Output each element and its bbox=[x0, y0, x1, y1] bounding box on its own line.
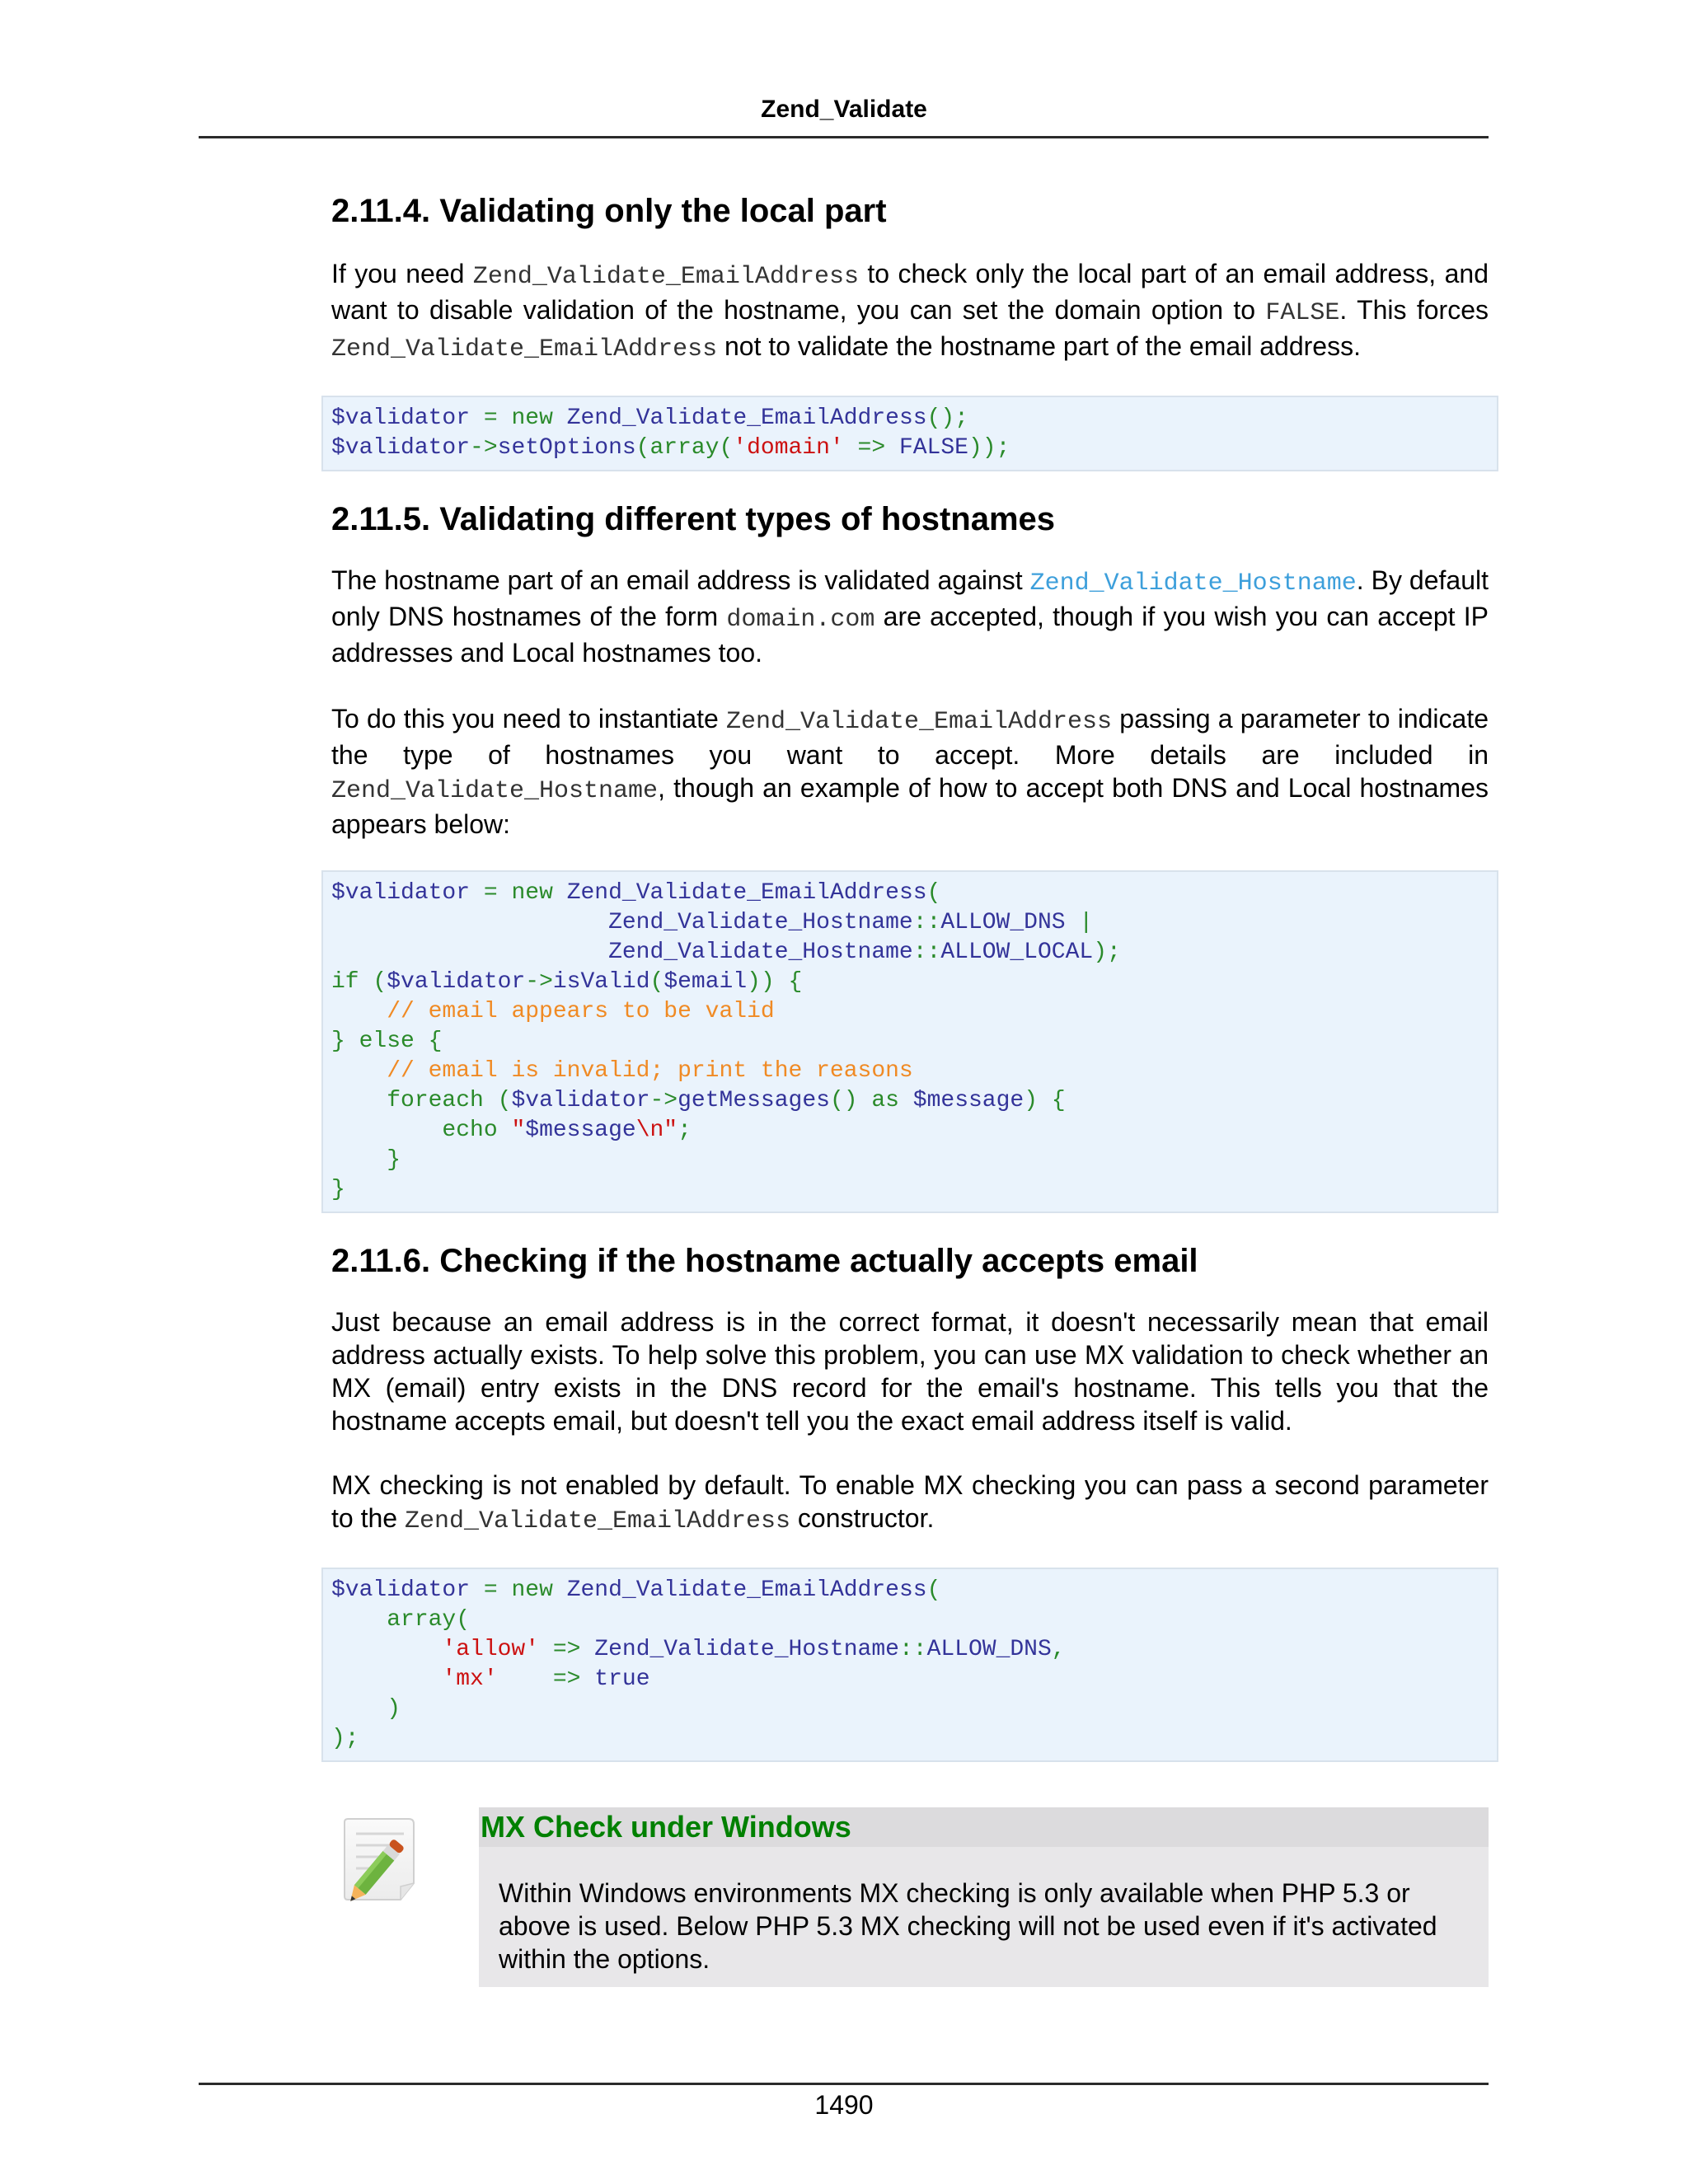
paragraph bbox=[331, 1469, 1489, 1538]
text: , though an example of how to accept both DNS and Local hostnames appears below: bbox=[331, 773, 1489, 839]
note-title: MX Check under Windows bbox=[479, 1807, 1489, 1847]
inline-code: FALSE bbox=[1265, 299, 1340, 327]
note-pencil-icon bbox=[340, 1814, 422, 1906]
section-heading-2-11-4: 2.11.4. Validating only the local part bbox=[331, 193, 887, 229]
text: If you need bbox=[331, 259, 473, 288]
text: passing a parameter to indicate the type of hostnames you want to accept. More details are included in bbox=[331, 704, 1489, 770]
text: . By default only DNS hostnames of the form bbox=[331, 565, 1489, 631]
inline-code: Zend_Validate_EmailAddress bbox=[725, 708, 1113, 736]
paragraph bbox=[331, 564, 1489, 669]
inline-code: Zend_Validate_EmailAddress bbox=[472, 263, 859, 291]
text: Just because an email address is in the correct format, it doesn't necessarily mean that email address actually exists. To help solve this problem, you can use MX validation to check whether an MX (email) entry exists in the DNS record for the email's hostname. This tells you that the hostname accepts email, but doesn't tell you the exact email address itself is valid. bbox=[331, 1307, 1489, 1436]
paragraph bbox=[331, 257, 1489, 366]
section-heading-2-11-5: 2.11.5. Validating different types of hostnames bbox=[331, 501, 1056, 537]
inline-code: Zend_Validate_Hostname bbox=[331, 777, 659, 805]
text: . This forces bbox=[1339, 295, 1489, 325]
running-header-title: Zend_Validate bbox=[761, 96, 927, 123]
note-box bbox=[479, 1807, 1489, 1987]
text: not to validate the hostname part of the email address. bbox=[717, 331, 1361, 361]
text: constructor. bbox=[790, 1503, 935, 1533]
text: The hostname part of an email address is validated against bbox=[331, 565, 1030, 595]
code-block-hostname-types: $validator = new Zend_Validate_EmailAddress( Zend_Validate_Hostname::ALLOW_DNS | Zend_Validate_Hostname::ALLOW_LOCAL); if ($validator->isValid($email)) { // email appears to be valid } else { // email is invalid; print the reasons foreach ($validator->getMessages() as $message) { echo "$message\n"; } } bbox=[321, 870, 1498, 1213]
page-content bbox=[331, 188, 1489, 1762]
code-block-mx-check: $validator = new Zend_Validate_EmailAddress( array( 'allow' => Zend_Validate_Hostname::ALLOW_DNS, 'mx' => true ) ); bbox=[321, 1568, 1498, 1762]
text: to check only the local part of an email address, and want to disable validation of the hostname, you can set the domain option to bbox=[331, 259, 1489, 325]
text: To do this you need to instantiate bbox=[331, 704, 726, 733]
section-heading-2-11-6: 2.11.6. Checking if the hostname actually accepts email bbox=[331, 1243, 1198, 1279]
page-number: 1490 bbox=[814, 2090, 874, 2120]
paragraph bbox=[331, 702, 1489, 841]
header-rule bbox=[199, 136, 1489, 138]
inline-code: Zend_Validate_EmailAddress bbox=[331, 335, 718, 363]
inline-code: Zend_Validate_EmailAddress bbox=[404, 1507, 791, 1535]
zend-validate-hostname-link[interactable]: Zend_Validate_Hostname bbox=[1029, 569, 1357, 598]
text: MX checking is not enabled by default. To enable MX checking you can pass a second parameter to the bbox=[331, 1470, 1489, 1533]
text: are accepted, though if you wish you can accept IP addresses and Local hostnames too. bbox=[331, 602, 1489, 668]
paragraph bbox=[331, 1305, 1489, 1437]
note-body: Within Windows environments MX checking is only available when PHP 5.3 or above is used. Below PHP 5.3 MX checking will not be used even if it's activated within the options. bbox=[499, 1878, 1437, 1974]
inline-code: domain.com bbox=[726, 606, 875, 634]
note-admonition bbox=[340, 1807, 1489, 1989]
footer-rule bbox=[199, 2083, 1489, 2085]
code-block-local-part: $validator = new Zend_Validate_EmailAddress(); $validator->setOptions(array('domain' => FALSE)); bbox=[321, 396, 1498, 471]
